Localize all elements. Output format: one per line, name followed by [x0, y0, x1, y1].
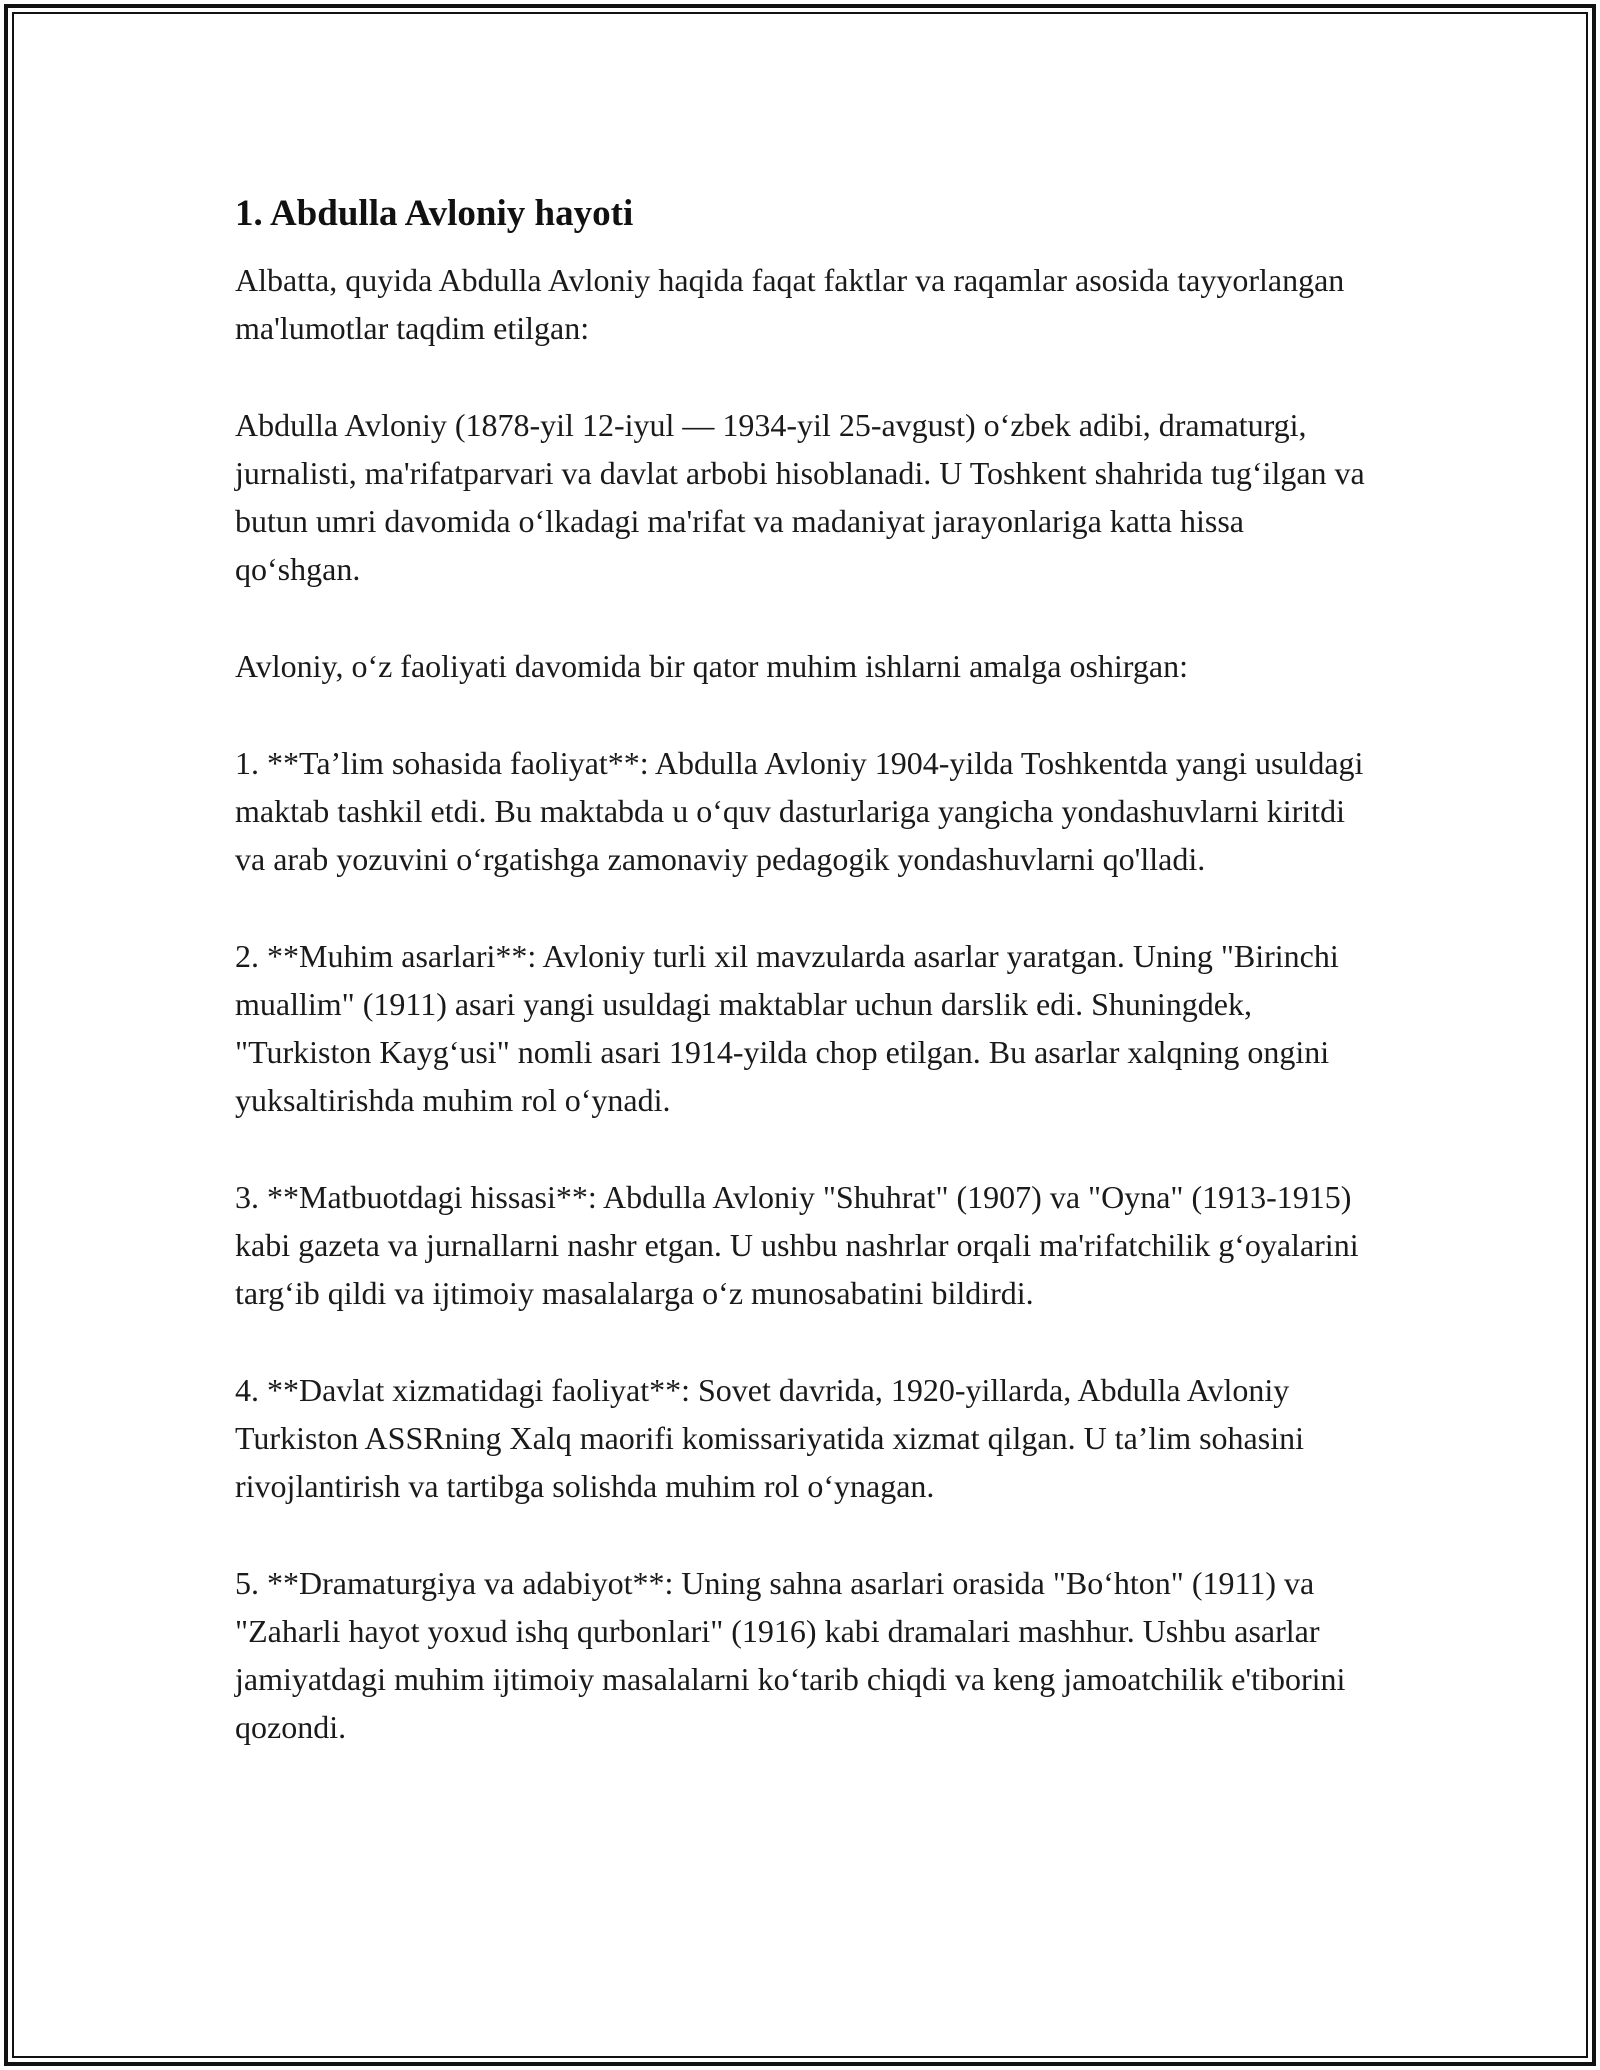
list-item-press: 3. **Matbuotdagi hissasi**: Abdulla Avloniy "Shuhrat" (1907) va "Oyna" (1913-1915) kabi gazeta va jurnallarni nashr etgan. U ushbu nashrlar orqali ma'rifatchilik g‘oyalarini targ‘ib qildi va ijtimoiy masalalarga o‘z munosabatini bildirdi.: [235, 1179, 1359, 1311]
document-title: 1. Abdulla Avloniy hayoti: [235, 193, 634, 234]
paragraph-activities-intro: Avloniy, o‘z faoliyati davomida bir qator muhim ishlarni amalga oshirgan:: [235, 648, 1188, 684]
list-item-education: 1. **Ta’lim sohasida faoliyat**: Abdulla Avloniy 1904-yilda Toshkentda yangi usuldagi maktab tashkil etdi. Bu maktabda u o‘quv dasturlariga yangicha yondashuvlarni kiritdi va arab yozuvini o‘rgatishga zamonaviy pedagogik yondashuvlarni qo'lladi.: [235, 745, 1364, 877]
list-item-state-service: 4. **Davlat xizmatidagi faoliyat**: Sovet davrida, 1920-yillarda, Abdulla Avloniy Turkiston ASSRning Xalq maorifi komissariyatida xizmat qilgan. U ta’lim sohasini rivojlantirish va tartibga solishda muhim rol o‘ynagan.: [235, 1372, 1304, 1504]
document-page: [235, 188, 1375, 1800]
list-item-drama: 5. **Dramaturgiya va adabiyot**: Uning sahna asarlari orasida "Bo‘hton" (1911) va "Zaharli hayot yoxud ishq qurbonlari" (1916) kabi dramalari mashhur. Ushbu asarlar jamiyatdagi muhim ijtimoiy masalalarni ko‘tarib chiqdi va keng jamoatchilik e'tiborini qozondi.: [235, 1565, 1346, 1745]
paragraph-biography: Abdulla Avloniy (1878-yil 12-iyul — 1934-yil 25-avgust) o‘zbek adibi, dramaturgi, jurnalisti, ma'rifatparvari va davlat arbobi hisoblanadi. U Toshkent shahrida tug‘ilgan va butun umri davomida o‘lkadagi ma'rifat va madaniyat jarayonlariga katta hissa qo‘shgan.: [235, 407, 1365, 587]
paragraph-intro: Albatta, quyida Abdulla Avloniy haqida faqat faktlar va raqamlar asosida tayyorlangan ma'lumotlar taqdim etilgan:: [235, 262, 1345, 346]
list-item-works: 2. **Muhim asarlari**: Avloniy turli xil mavzularda asarlar yaratgan. Uning "Birinchi muallim" (1911) asari yangi usuldagi maktablar uchun darslik edi. Shuningdek, "Turkiston Kayg‘usi" nomli asari 1914-yilda chop etilgan. Bu asarlar xalqning ongini yuksaltirishda muhim rol o‘ynadi.: [235, 938, 1339, 1118]
